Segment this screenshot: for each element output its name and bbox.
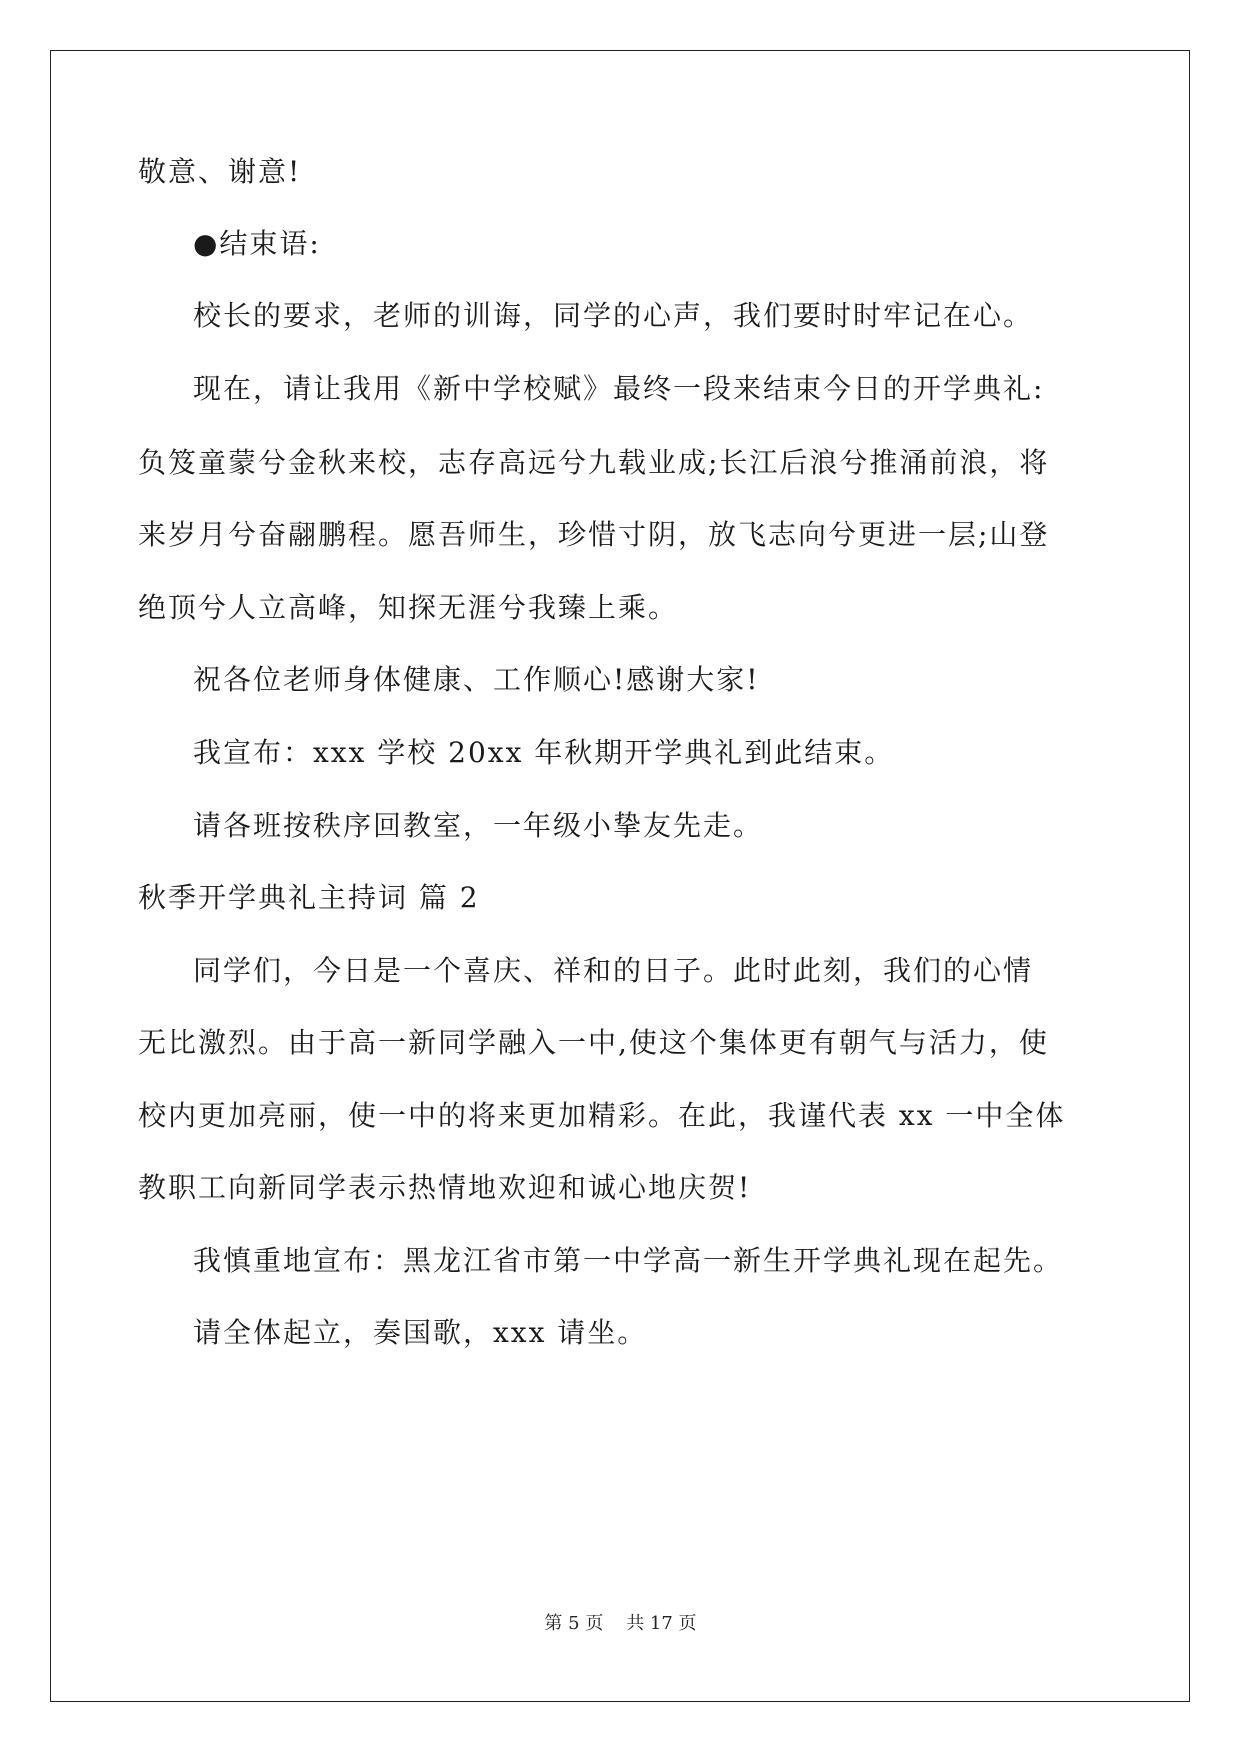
text-line: 我宣布：xxx 学校 20xx 年秋期开学典礼到此结束。 — [193, 736, 895, 769]
text-line: 请全体起立，奏国歌，xxx 请坐。 — [193, 1316, 648, 1349]
text-line: 校长的要求，老师的训诲，同学的心声，我们要时时牢记在心。 — [193, 299, 1034, 332]
text-line: 现在，请让我用《新中学校赋》最终一段来结束今日的开学典礼: — [193, 372, 1045, 405]
text-line: 负笈童蒙兮金秋来校，志存高远兮九载业成;长江后浪兮推涌前浪，将 — [138, 446, 1050, 479]
text-line: 来岁月兮奋翮鹏程。愿吾师生，珍惜寸阴，放飞志向兮更进一层;山登 — [138, 518, 1050, 551]
text-line: 我慎重地宣布：黑龙江省市第一中学高一新生开学典礼现在起先。 — [193, 1244, 1064, 1277]
bullet-heading-closing: ●结束语: — [193, 227, 321, 260]
text-line: 校内更加亮丽，使一中的将来更加精彩。在此，我谨代表 xx 一中全体 — [138, 1099, 1066, 1132]
text-line: 敬意、谢意! — [138, 155, 302, 188]
section-heading: 秋季开学典礼主持词 篇 2 — [138, 881, 480, 914]
text-line: 无比激烈。由于高一新同学融入一中,使这个集体更有朝气与活力，使 — [138, 1026, 1049, 1059]
text-line: 绝顶兮人立高峰，知探无涯兮我臻上乘。 — [138, 591, 679, 624]
text-line: 同学们，今日是一个喜庆、祥和的日子。此时此刻，我们的心情 — [193, 954, 1034, 987]
text-line: 教职工向新同学表示热情地欢迎和诚心地庆贺! — [138, 1171, 752, 1204]
page-footer: 第 5 页 共 17 页 — [544, 1613, 697, 1634]
text-line: 请各班按秩序回教室，一年级小挚友先走。 — [193, 809, 764, 842]
text-line: 祝各位老师身体健康、工作顺心!感谢大家! — [193, 663, 760, 696]
